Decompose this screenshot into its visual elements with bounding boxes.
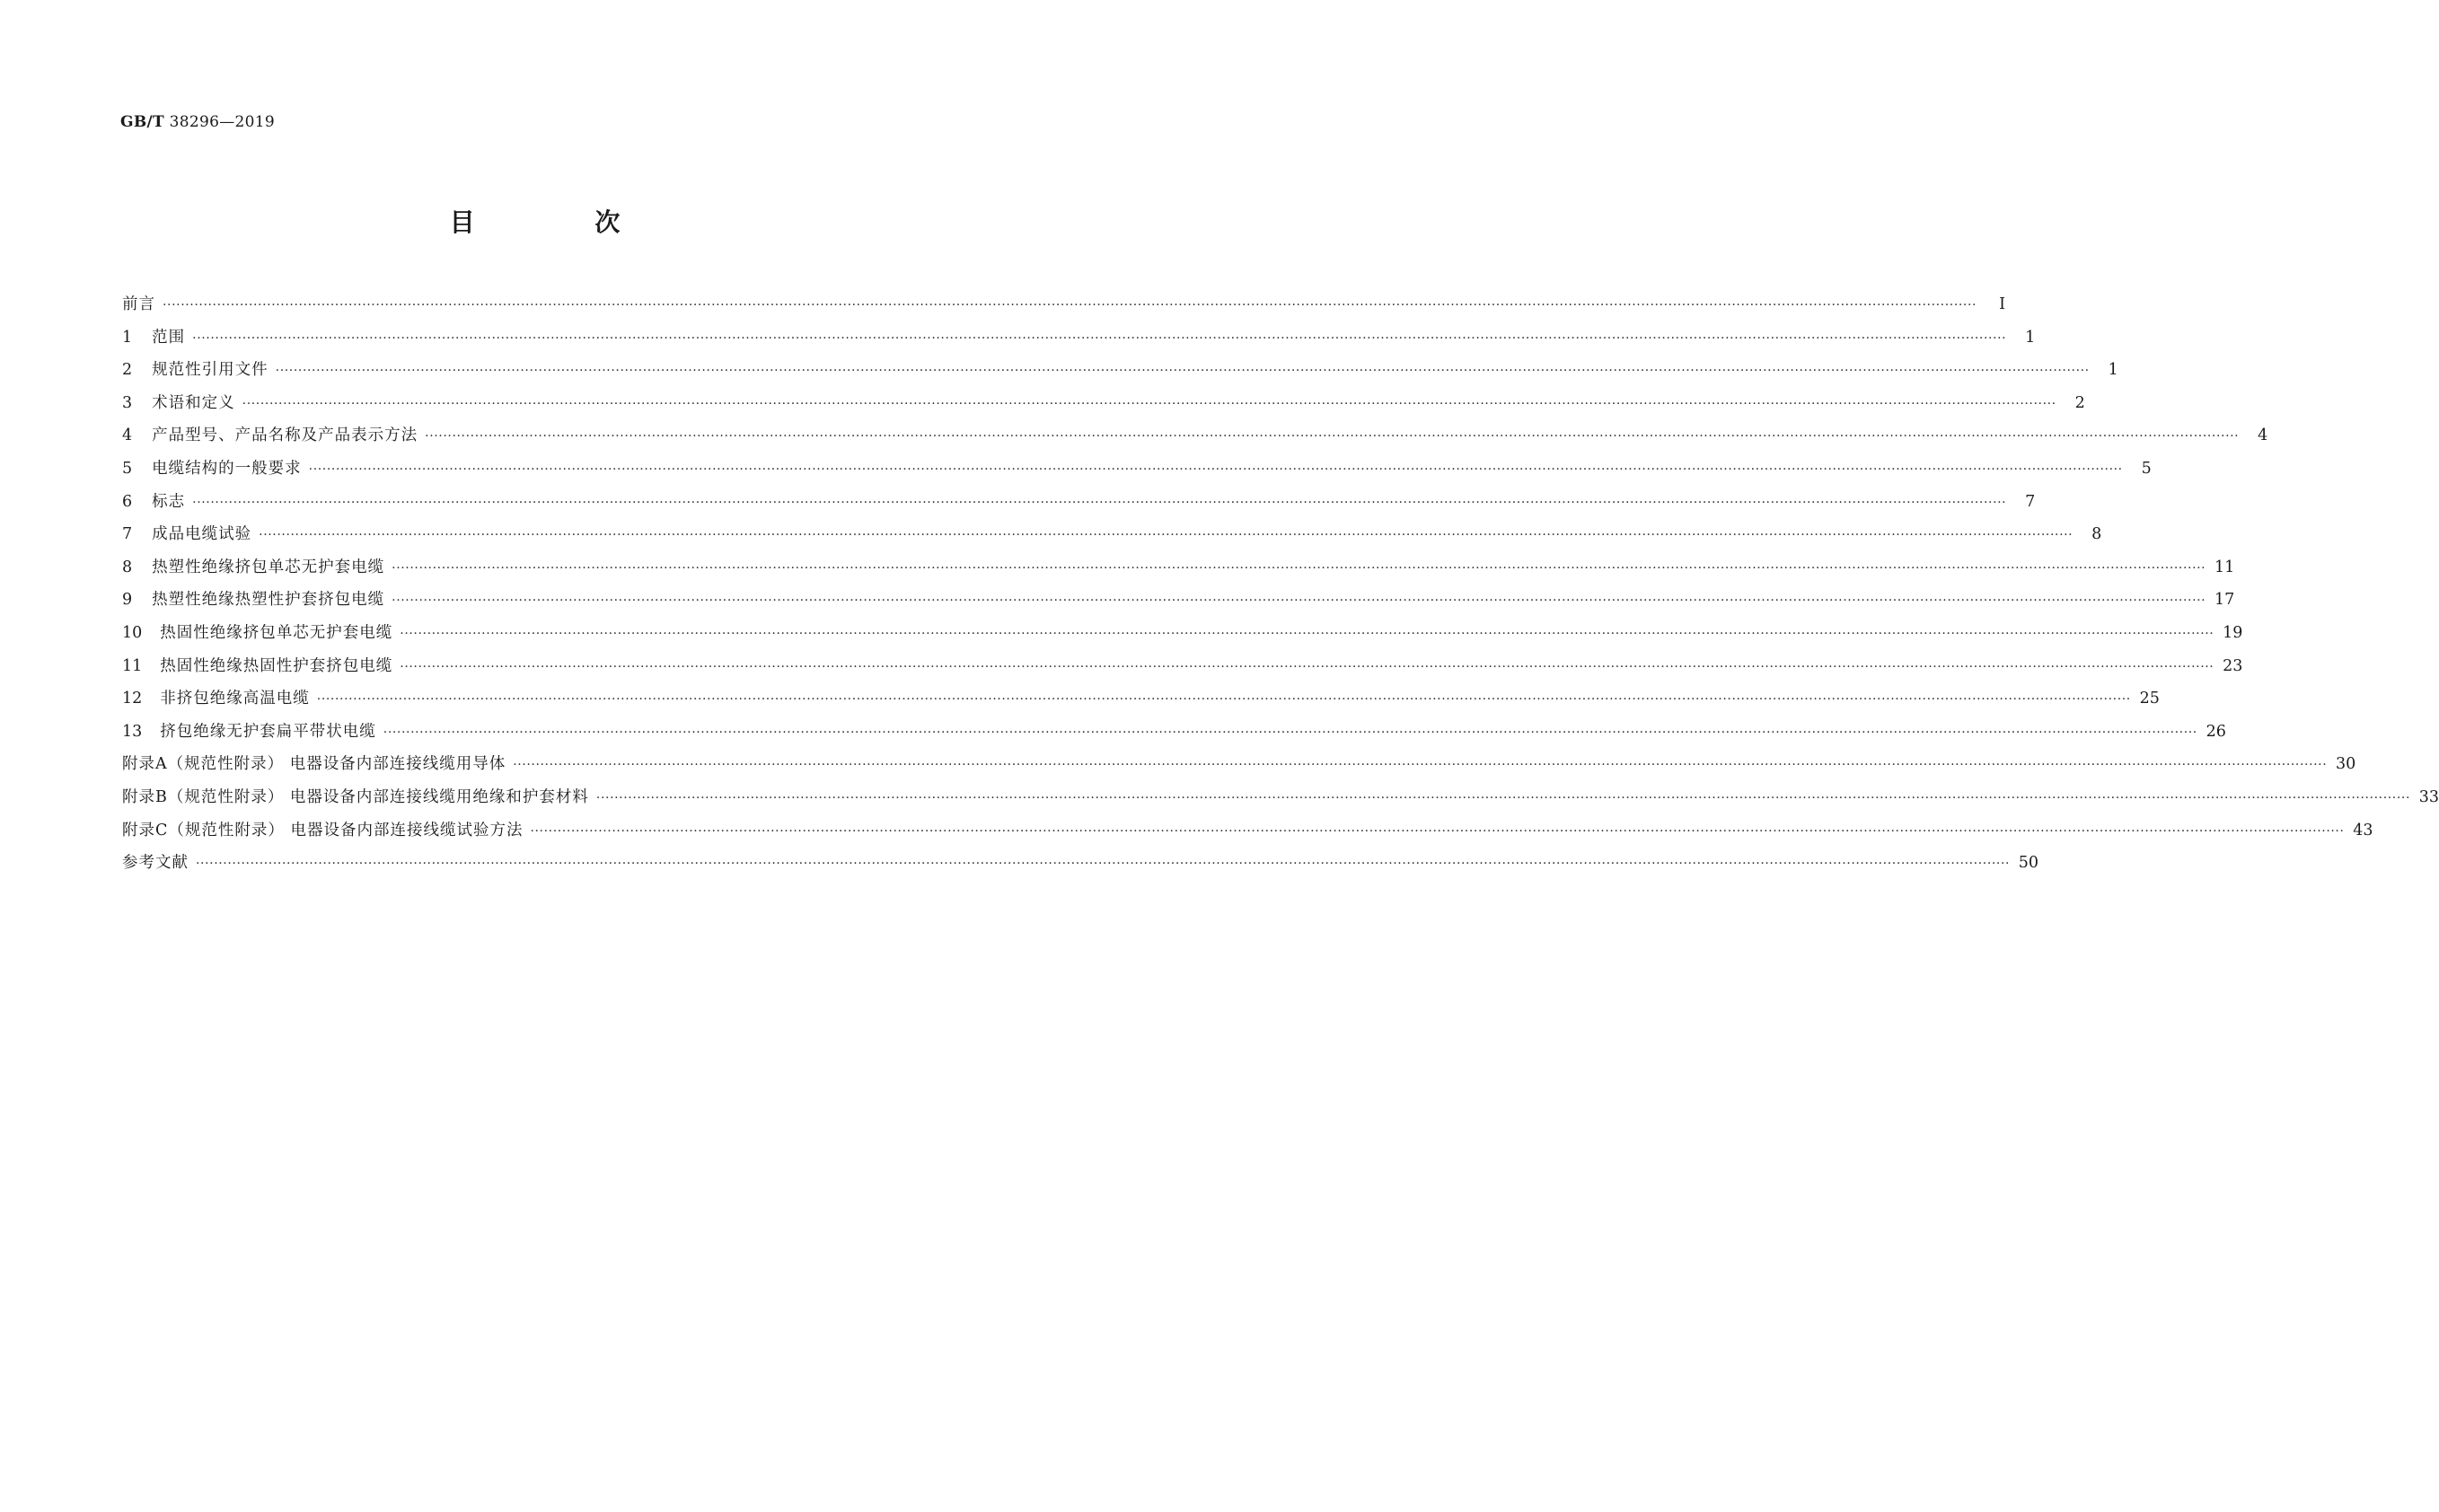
toc-leader-dots: ················································································································································································································································································································································································································ bbox=[425, 429, 2240, 444]
standard-code bbox=[120, 113, 275, 131]
toc-entry bbox=[122, 456, 2152, 489]
toc-entry bbox=[122, 752, 2356, 785]
table-of-contents bbox=[122, 292, 2439, 883]
toc-entry bbox=[122, 391, 2085, 424]
toc-leader-dots: ················································································································································································································································································································································································································ bbox=[192, 330, 2007, 346]
toc-entry-label: 范围 bbox=[152, 328, 186, 347]
toc-entry-label: 挤包绝缘无护套扁平带状电缆 bbox=[160, 722, 376, 741]
toc-entry-page: 11 bbox=[2214, 558, 2235, 576]
toc-entry-page: 4 bbox=[2258, 426, 2268, 445]
toc-entry-number: 5 bbox=[122, 459, 133, 478]
toc-entry bbox=[122, 850, 2039, 883]
toc-entry-page: Ⅰ bbox=[1999, 295, 2006, 313]
toc-leader-dots: ················································································································································································································································································································································································································ bbox=[383, 725, 2197, 740]
toc-entry-page: 17 bbox=[2214, 591, 2235, 610]
toc-entry-number: 7 bbox=[122, 525, 133, 544]
toc-entry-page: 25 bbox=[2139, 690, 2160, 708]
toc-entry-page: 5 bbox=[2141, 459, 2152, 478]
toc-entry-number: 6 bbox=[122, 492, 133, 511]
toc-entry bbox=[122, 292, 2006, 325]
toc-leader-dots: ················································································································································································································································································································································································································ bbox=[163, 298, 1977, 312]
toc-leader-dots: ················································································································································································································································································································································································································ bbox=[392, 593, 2206, 609]
toc-entry-label: 热固性绝缘热固性护套挤包电缆 bbox=[160, 656, 393, 675]
standard-code-number: 38296—2019 bbox=[169, 113, 276, 131]
toc-entry-page: 19 bbox=[2223, 623, 2243, 642]
toc-entry-page: 8 bbox=[2091, 525, 2102, 544]
toc-leader-dots: ················································································································································································································································································································································································································ bbox=[275, 364, 2090, 379]
toc-entry-label: 规范性引用文件 bbox=[152, 361, 269, 380]
toc-entry-number: 11 bbox=[122, 656, 143, 675]
toc-entry-label: 附录C（规范性附录） 电器设备内部连接线缆试验方法 bbox=[122, 821, 524, 840]
toc-entry-page: 30 bbox=[2336, 755, 2356, 774]
toc-entry-label: 成品电缆试验 bbox=[152, 525, 252, 544]
toc-entry-number: 4 bbox=[122, 426, 133, 445]
toc-leader-dots: ················································································································································································································································································································································································································ bbox=[316, 692, 2131, 708]
toc-entry-label: 非挤包绝缘高温电缆 bbox=[160, 690, 310, 708]
toc-entry bbox=[122, 555, 2235, 588]
toc-entry-label: 热塑性绝缘挤包单芯无护套电缆 bbox=[152, 558, 385, 576]
toc-entry bbox=[122, 357, 2118, 391]
toc-entry-page: 43 bbox=[2353, 821, 2373, 840]
standard-code-prefix: GB/T bbox=[120, 113, 164, 131]
toc-entry-number: 3 bbox=[122, 393, 133, 412]
toc-entry-label: 参考文献 bbox=[122, 854, 189, 873]
toc-entry bbox=[122, 818, 2373, 851]
toc-entry-number: 2 bbox=[122, 361, 133, 380]
toc-entry bbox=[122, 522, 2102, 555]
toc-entry-label: 前言 bbox=[122, 295, 155, 313]
toc-entry-label: 产品型号、产品名称及产品表示方法 bbox=[152, 426, 418, 445]
toc-leader-dots: ················································································································································································································································································································································································································ bbox=[259, 528, 2074, 543]
toc-leader-dots: ················································································································································································································································································································································································································ bbox=[192, 495, 2007, 510]
toc-entry-label: 热固性绝缘挤包单芯无护套电缆 bbox=[160, 623, 393, 642]
toc-entry-page: 50 bbox=[2018, 854, 2039, 873]
toc-entry bbox=[122, 587, 2235, 620]
toc-leader-dots: ················································································································································································································································································································································································································ bbox=[513, 758, 2328, 773]
toc-entry-number: 1 bbox=[122, 328, 133, 347]
toc-entry-label: 附录B（规范性附录） 电器设备内部连接线缆用绝缘和护套材料 bbox=[122, 787, 589, 806]
page-title: 目 次 bbox=[449, 207, 676, 237]
toc-entry-label: 电缆结构的一般要求 bbox=[152, 459, 302, 478]
toc-entry-label: 术语和定义 bbox=[152, 393, 235, 412]
toc-entry bbox=[122, 719, 2226, 752]
toc-entry-page: 7 bbox=[2025, 492, 2036, 511]
toc-entry-number: 12 bbox=[122, 690, 143, 708]
toc-leader-dots: ················································································································································································································································································································································································································ bbox=[392, 560, 2206, 576]
toc-entry bbox=[122, 325, 2036, 358]
toc-leader-dots: ················································································································································································································································································································································································································ bbox=[242, 396, 2056, 411]
toc-entry-number: 10 bbox=[122, 623, 143, 642]
toc-entry bbox=[122, 654, 2243, 687]
toc-leader-dots: ················································································································································································································································································································································································································ bbox=[308, 462, 2123, 477]
toc-entry bbox=[122, 423, 2268, 456]
toc-entry-number: 13 bbox=[122, 722, 143, 741]
toc-entry-page: 33 bbox=[2418, 787, 2439, 806]
toc-entry-page: 2 bbox=[2074, 393, 2085, 412]
toc-leader-dots: ················································································································································································································································································································································································································ bbox=[196, 857, 2011, 872]
toc-entry-label: 标志 bbox=[152, 492, 186, 511]
toc-entry bbox=[122, 785, 2439, 818]
toc-leader-dots: ················································································································································································································································································································································································································ bbox=[400, 659, 2214, 674]
toc-entry-label: 附录A（规范性附录） 电器设备内部连接线缆用导体 bbox=[122, 755, 506, 774]
toc-entry bbox=[122, 489, 2036, 523]
toc-leader-dots: ················································································································································································································································································································································································································ bbox=[530, 823, 2345, 839]
toc-entry-label: 热塑性绝缘热塑性护套挤包电缆 bbox=[152, 591, 385, 610]
toc-entry-number: 8 bbox=[122, 558, 133, 576]
toc-entry-page: 23 bbox=[2223, 656, 2243, 675]
toc-entry-number: 9 bbox=[122, 591, 133, 610]
toc-entry bbox=[122, 686, 2160, 719]
toc-entry-page: 1 bbox=[2025, 328, 2036, 347]
toc-leader-dots: ················································································································································································································································································································································································································ bbox=[595, 790, 2410, 805]
toc-entry-page: 26 bbox=[2206, 722, 2226, 741]
toc-leader-dots: ················································································································································································································································································································································································································ bbox=[400, 626, 2214, 641]
toc-entry-page: 1 bbox=[2108, 361, 2118, 380]
toc-entry bbox=[122, 620, 2243, 654]
